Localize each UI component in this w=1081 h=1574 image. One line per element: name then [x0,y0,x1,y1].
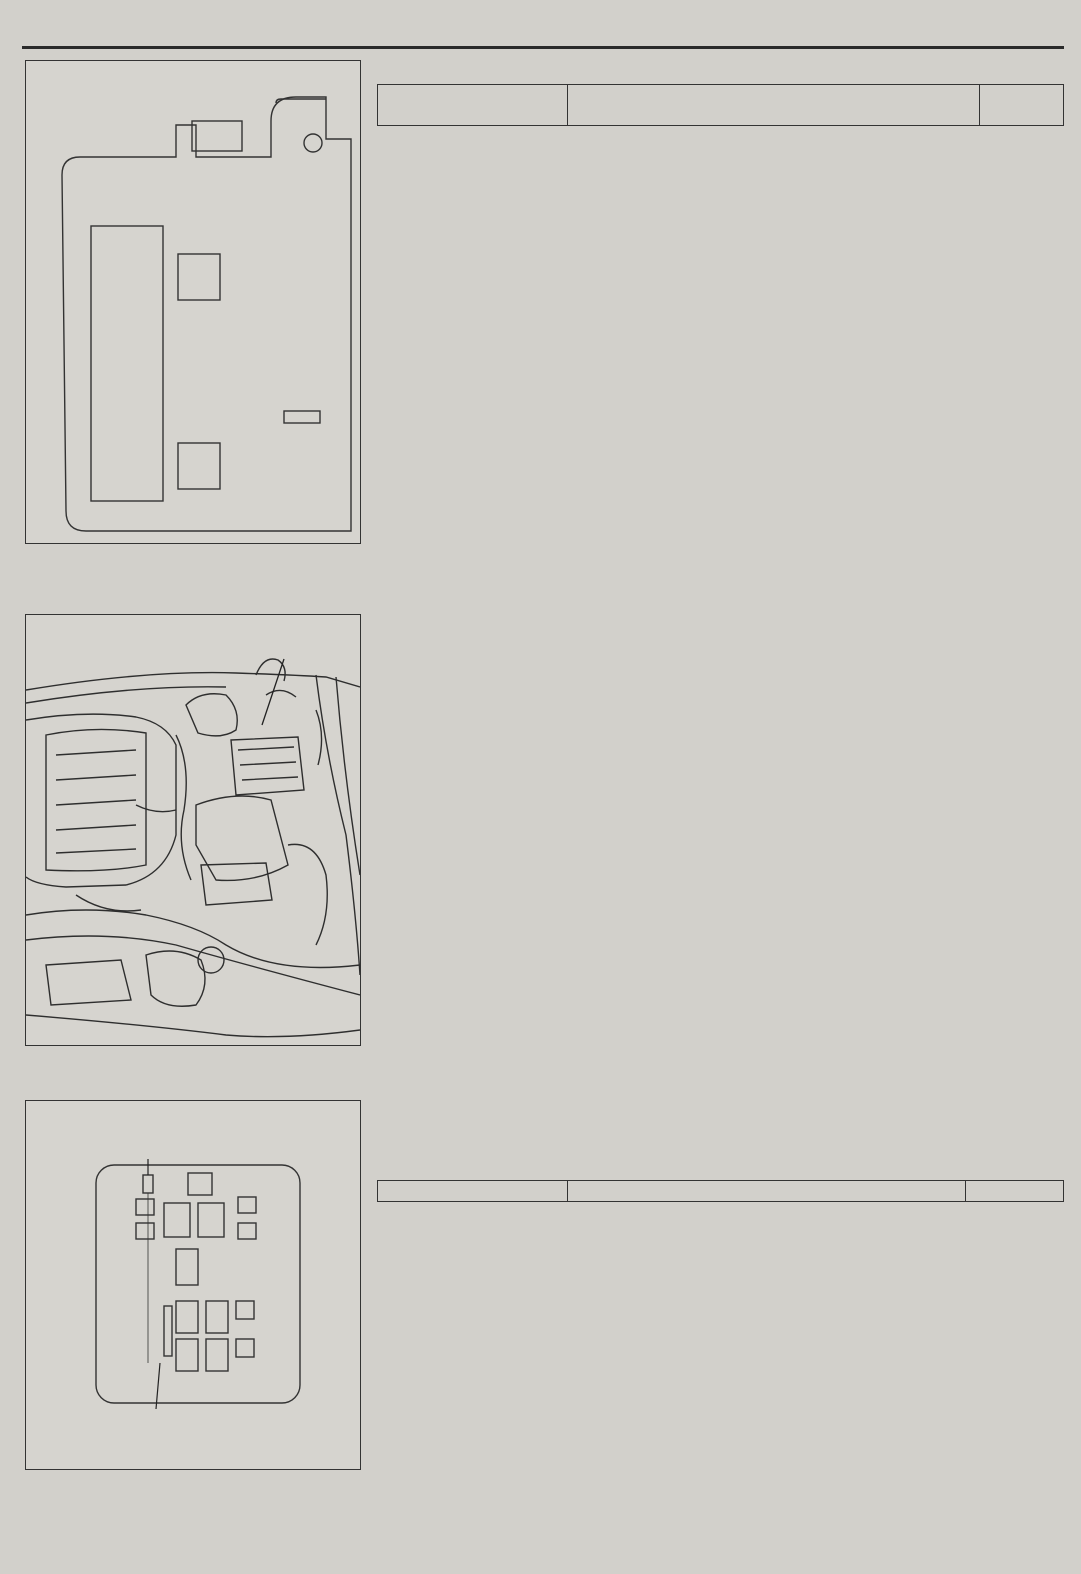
engine-fuse-box-diagram [26,1101,360,1469]
engine-fuse-table [377,1180,1064,1202]
page-header [22,8,1064,49]
table2-header-rating [966,1181,1064,1202]
engine-compartment-drawing [26,615,360,1045]
cabin-fuse-box-diagram [26,61,360,543]
engine-fuse-box-figure [25,1100,361,1470]
table2-header-circuit [568,1181,966,1202]
table1-header-rating [980,85,1064,126]
cabin-fuse-box-figure [25,60,361,544]
table2-header-fuse [378,1181,568,1202]
cabin-fuse-table [377,84,1064,126]
table1-header-circuit [568,85,980,126]
table1-header-fuse [378,85,568,126]
engine-compartment-figure [25,614,361,1046]
